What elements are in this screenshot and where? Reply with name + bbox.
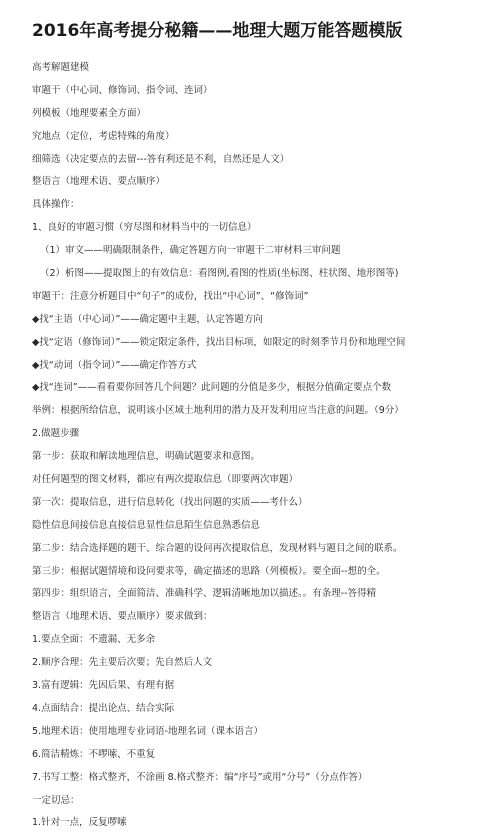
- document-line: 1、良好的审题习惯（穷尽图和材料当中的一切信息）: [32, 222, 257, 234]
- document-line: 1.针对一点，反复啰嗦: [32, 817, 127, 829]
- document-line: 整语言（地理术语、要点顺序）要求做到：: [32, 611, 213, 623]
- document-line: 4.点面结合：提出论点、结合实际: [32, 702, 175, 714]
- document-line: 3.富有逻辑：先因后果、有理有据: [32, 680, 175, 692]
- document-line: 举例：根据所给信息，说明该小区域土地利用的潜力及开发利用应当注意的问题。（9分）: [32, 405, 404, 417]
- document-line: 整语言（地理术语、要点顺序）: [32, 176, 166, 188]
- document-line: 列模板（地理要素全方面）: [32, 107, 147, 119]
- document-line: 5.地理术语：使用地理专业词语-地理名词（课本语言）: [32, 725, 263, 737]
- document-line: ◆找“主语（中心词）”——确定题中主题，认定答题方向: [32, 313, 263, 325]
- document-line: 对任何题型的图文材料，都应有两次提取信息（即要两次审题）: [32, 474, 299, 486]
- document-title: 2016年高考提分秘籍——地理大题万能答题模版: [32, 21, 403, 41]
- document-line: 2.顺序合理：先主要后次要；先自然后人文: [32, 657, 213, 669]
- document-line: 6.简洁精炼：不啰嗦、不重复: [32, 748, 156, 760]
- document-line: 一定切忌：: [32, 794, 80, 806]
- document-line: 第一次：提取信息，进行信息转化（找出问题的实质——考什么）: [32, 496, 308, 508]
- document-line: 第二步：结合选择题的题干、综合题的设问再次提取信息，发现材料与题目之间的联系。: [32, 542, 403, 554]
- document-body: [32, 57, 484, 835]
- document-line: 究地点（定位，考虑特殊的角度）: [32, 130, 175, 142]
- document-line: 具体操作：: [32, 199, 80, 211]
- document-line: 第三步：根据试题情境和设问要求等，确定描述的思路（列模板）。要全面--想的全。: [32, 565, 386, 577]
- document-line: 隐性信息间接信息直接信息显性信息陌生信息熟悉信息: [32, 519, 261, 531]
- document-line: （1）审文——明确限制条件，确定答题方向一审题干二审材料三审问题: [40, 245, 341, 257]
- document-line: ◆找“动词（指令词）”——确定作答方式: [32, 359, 197, 371]
- document-line: ◆找“连词”——看看要你回答几个问题？此问题的分值是多少，根据分值确定要点个数: [32, 382, 392, 394]
- document-line: 2.做题步骤: [32, 428, 80, 440]
- document-line: 细筛选（决定要点的去留---答有利还是不利，自然还是人文）: [32, 153, 290, 165]
- document-line: 审题干：注意分析题目中“句子”的成份，找出“中心词”、“修饰词”: [32, 290, 309, 302]
- document-line: 1.要点全面：不遗漏、无多余: [32, 634, 156, 646]
- document-line: （2）析图——提取图上的有效信息：看图例,看图的性质(坐标图、柱状图、地形图等): [40, 268, 399, 280]
- document-line: 7.书写工整：格式整齐，不涂画 8.格式整齐：编“序号”或用“分号”（分点作答）: [32, 771, 368, 783]
- document-line: 第四步：组织语言，全面简洁、准确科学、逻辑清晰地加以描述。。有条理--答得精: [32, 588, 377, 600]
- document-line: 高考解题建模: [32, 62, 90, 73]
- document-line: 审题干（中心词、修饰词、指令词、连词）: [32, 84, 213, 96]
- document-line: 第一步：获取和解读地理信息，明确试题要求和意图。: [32, 451, 261, 463]
- document-line: ◆找“定语（修饰词）”——锁定限定条件，找出目标项，如限定的时刻季节月份和地理空间: [32, 336, 406, 348]
